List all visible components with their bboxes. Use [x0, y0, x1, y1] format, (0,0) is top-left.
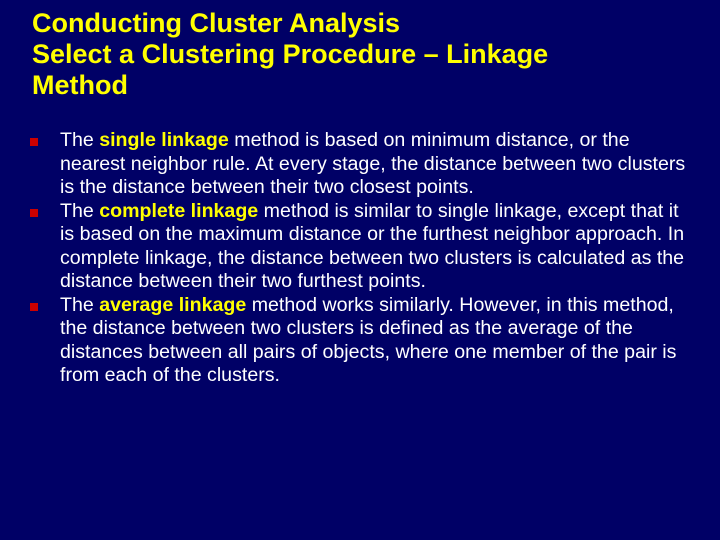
square-bullet-icon — [30, 209, 38, 217]
term-single-linkage: single linkage — [99, 129, 229, 151]
square-bullet-icon — [30, 138, 38, 146]
square-bullet-icon — [30, 303, 38, 311]
term-complete-linkage: complete linkage — [99, 199, 259, 222]
bullet-item-complete-linkage — [30, 200, 692, 294]
bullet-item-average-linkage — [30, 294, 692, 388]
bullet-prefix: The — [60, 293, 100, 316]
bullet-list — [30, 129, 692, 388]
slide-title — [32, 8, 702, 101]
bullet-text: method is based on minimum distance, or the nearest neighbor rule. At every stage, the distance between two clusters is the distance between their two closest points. — [60, 129, 686, 198]
title-line-3: Method — [32, 70, 128, 100]
bullet-prefix: The — [60, 199, 100, 222]
title-line-1: Conducting Cluster Analysis — [32, 8, 401, 38]
term-average-linkage: average linkage — [99, 293, 247, 316]
bullet-text: method works similarly. However, in this method, the distance between two clusters is defined as the average of the distances between all pairs of objects, where one member of the pair is from each of the clusters. — [60, 293, 677, 386]
title-line-2: Select a Clustering Procedure – Linkage — [32, 39, 549, 69]
bullet-text: method is similar to single linkage, except that it is based on the maximum distance or the furthest neighbor approach. In complete linkage, the distance between two clusters is calculated as the distance between their two furthest points. — [60, 199, 685, 292]
bullet-item-single-linkage — [30, 129, 692, 200]
bullet-prefix: The — [60, 129, 100, 151]
